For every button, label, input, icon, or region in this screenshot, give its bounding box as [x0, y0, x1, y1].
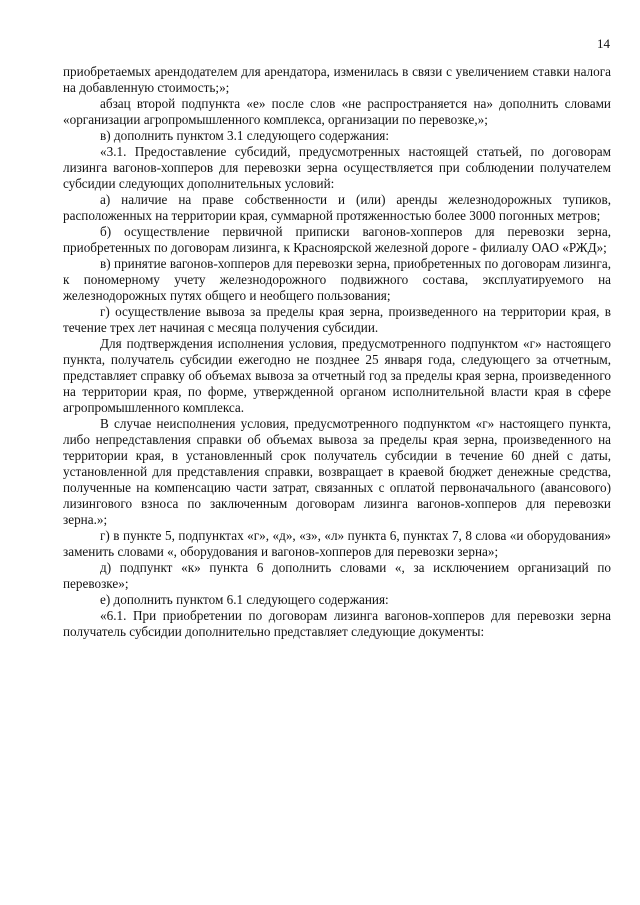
paragraph: в) дополнить пунктом 3.1 следующего содержания:	[100, 128, 390, 143]
page-number: 14	[597, 36, 610, 51]
paragraph: В случае неисполнения условия, предусмотренного подпунктом «г» настоящего пункта, либо непредставления справки об объемах вывоза за пределы края зерна, произведенного на территории края, в установленный срок получатель субсидии в течение 60 дней с даты, установленной для представления справки, возвращает в краевой бюджет денежные средства, полученные на компенсацию части затрат, связанных с оплатой первоначального (авансового) лизингового взноса по заключенным договорам лизинга вагонов-хопперов для перевозки зерна.»;	[63, 416, 611, 527]
paragraph: г) в пункте 5, подпунктах «г», «д», «з», «л» пункта 6, пунктах 7, 8 слова «и оборудования» заменить словами «, оборудования и вагонов-хопперов для перевозки зерна»;	[63, 528, 611, 559]
paragraph: д) подпункт «к» пункта 6 дополнить словами «, за исключением организаций по перевозке»;	[63, 560, 611, 591]
paragraph: «6.1. При приобретении по договорам лизинга вагонов-хопперов для перевозки зерна получатель субсидии дополнительно представляет следующие документы:	[63, 608, 611, 639]
paragraph: Для подтверждения исполнения условия, предусмотренного подпунктом «г» настоящего пункта, получатель субсидии ежегодно не позднее 25 января года, следующего за отчетным, представляет справку об объемах вывоза за отчетный год за пределы края зерна, произведенного на территории края, по форме, утвержденной органом исполнительной власти края в сфере агропромышленного комплекса.	[63, 336, 611, 415]
paragraph: а) наличие на праве собственности и (или) аренды железнодорожных тупиков, расположенных на территории края, суммарной протяженностью более 3000 погонных метров;	[63, 192, 611, 223]
document-body	[63, 64, 611, 640]
paragraph: б) осуществление первичной приписки вагонов-хопперов для перевозки зерна, приобретенных по договорам лизинга, к Красноярской железной дороге - филиалу ОАО «РЖД»;	[63, 224, 611, 255]
paragraph: приобретаемых арендодателем для арендатора, изменилась в связи с увеличением ставки налога на добавленную стоимость;»;	[63, 64, 611, 95]
paragraph: г) осуществление вывоза за пределы края зерна, произведенного на территории края, в течение трех лет начиная с месяца получения субсидии.	[63, 304, 611, 335]
paragraph: «3.1. Предоставление субсидий, предусмотренных настоящей статьей, по договорам лизинга вагонов-хопперов для перевозки зерна осуществляется при соблюдении получателем субсидии следующих дополнительных условий:	[63, 144, 611, 191]
paragraph: е) дополнить пунктом 6.1 следующего содержания:	[100, 592, 389, 607]
paragraph: в) принятие вагонов-хопперов для перевозки зерна, приобретенных по договорам лизинга, к пономерному учету железнодорожного подвижного состава, эксплуатируемого на железнодорожных путях общего и необщего пользования;	[63, 256, 611, 303]
paragraph: абзац второй подпункта «е» после слов «не распространяется на» дополнить словами «организации агропромышленного комплекса, организации по перевозке,»;	[63, 96, 611, 127]
